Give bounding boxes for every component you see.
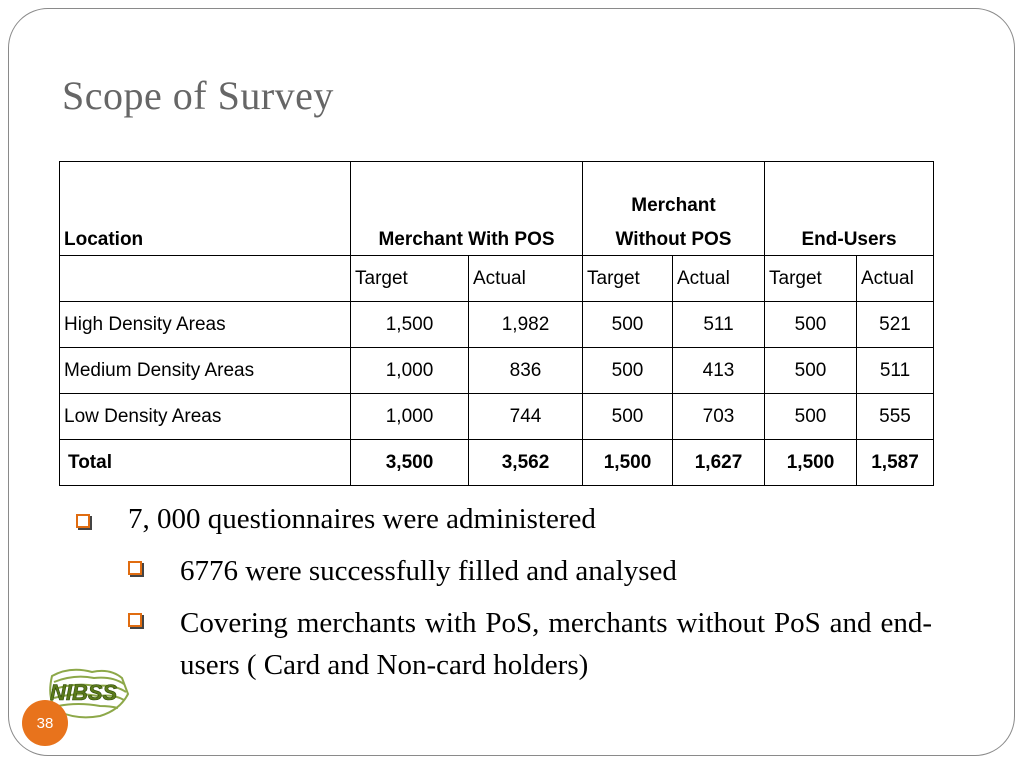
bullet-item [72, 503, 932, 536]
table-row [60, 394, 934, 440]
logo-text: NIBSS [50, 680, 118, 705]
bullet-text: 7, 000 questionnaires were administered [128, 503, 596, 535]
row-location: Medium Density Areas [60, 348, 351, 394]
row-location: Low Density Areas [60, 394, 351, 440]
bullet-list [72, 503, 932, 696]
row-cell: 3,500 [351, 440, 469, 486]
header-end-users: End-Users [765, 162, 934, 256]
header-merchant-without-pos-line1: Merchant [631, 195, 716, 216]
row-cell: 500 [583, 394, 673, 440]
total-label: Total [68, 451, 112, 473]
row-cell: 413 [673, 348, 765, 394]
table-subheader-row [60, 256, 934, 302]
row-location: High Density Areas [60, 302, 351, 348]
row-cell: 511 [857, 348, 934, 394]
row-cell: 1,000 [351, 394, 469, 440]
table-total-row [60, 440, 934, 486]
subheader-cell: Actual [673, 256, 765, 302]
row-cell: 555 [857, 394, 934, 440]
row-cell: 1,587 [857, 440, 934, 486]
row-cell: 500 [583, 348, 673, 394]
subheader-blank [60, 256, 351, 302]
row-cell: 1,500 [351, 302, 469, 348]
row-cell: 703 [673, 394, 765, 440]
subheader-cell: Actual [469, 256, 583, 302]
checkbox-bullet-icon [128, 561, 142, 575]
row-cell: 1,500 [765, 440, 857, 486]
checkbox-bullet-icon [128, 613, 142, 627]
sub-bullet-item [72, 550, 932, 592]
subheader-cell: Target [583, 256, 673, 302]
row-cell: 500 [765, 302, 857, 348]
row-cell: 500 [583, 302, 673, 348]
subheader-cell: Target [765, 256, 857, 302]
sub-bullet-text: 6776 were successfully filled and analysed [180, 555, 677, 587]
header-merchant-without-pos-line2: Without POS [615, 229, 732, 250]
slide-title: Scope of Survey [62, 73, 334, 118]
row-cell: 1,627 [673, 440, 765, 486]
table-header-row [60, 162, 934, 256]
page-number: 38 [36, 714, 54, 732]
row-cell: 744 [469, 394, 583, 440]
survey-table [59, 161, 934, 486]
row-cell: 1,982 [469, 302, 583, 348]
subheader-cell: Target [351, 256, 469, 302]
row-cell: 1,000 [351, 348, 469, 394]
sub-bullet-text: Covering merchants with PoS, merchants without PoS and end-users ( Card and Non-card holders) [180, 607, 932, 682]
table-row [60, 348, 934, 394]
row-cell: 836 [469, 348, 583, 394]
checkbox-bullet-icon [76, 514, 90, 528]
row-cell: 500 [765, 394, 857, 440]
header-merchant-without-pos [583, 162, 765, 256]
row-cell: 500 [765, 348, 857, 394]
row-location [60, 440, 351, 486]
header-location: Location [60, 162, 351, 256]
row-cell: 511 [673, 302, 765, 348]
row-cell: 1,500 [583, 440, 673, 486]
subheader-cell: Actual [857, 256, 934, 302]
table-row [60, 302, 934, 348]
page-number-badge [22, 700, 68, 746]
row-cell: 3,562 [469, 440, 583, 486]
sub-bullet-item [72, 602, 932, 686]
header-merchant-with-pos: Merchant With POS [351, 162, 583, 256]
row-cell: 521 [857, 302, 934, 348]
